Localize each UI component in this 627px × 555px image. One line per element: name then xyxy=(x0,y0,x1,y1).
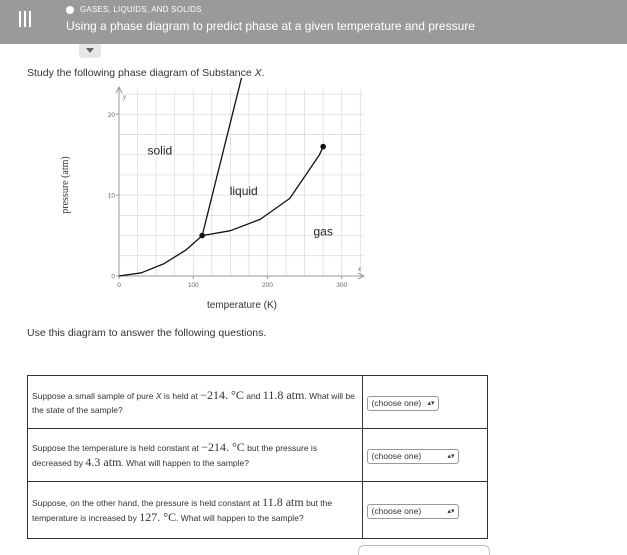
select-arrows-icon: ▴▾ xyxy=(447,508,455,515)
chart-curves xyxy=(119,78,323,276)
table-row xyxy=(28,482,488,539)
table-row xyxy=(28,376,488,429)
critical-point xyxy=(320,144,326,150)
topic-label: GASES, LIQUIDS, AND SOLIDS xyxy=(80,5,202,14)
question-3-text: Suppose, on the other hand, the pressure is held constant at 11.8 atm but the temperature is increased by 127. °C. What will happen to the sample? xyxy=(28,482,363,539)
chart-grid xyxy=(119,90,364,276)
question-2-text: Suppose the temperature is held constant at −214. °C but the pressure is decreased by 4.3 atm. What will happen to the sample? xyxy=(28,429,363,482)
x-tick-label: 0 xyxy=(117,282,121,289)
select-arrows-icon: ▴▾ xyxy=(427,400,435,407)
question-2-select[interactable]: (choose one) ▴▾ xyxy=(367,449,459,464)
x-axis-label: temperature (K) xyxy=(206,300,278,311)
instructions-text: Use this diagram to answer the following questions. xyxy=(27,327,267,339)
x-tick-label: 200 xyxy=(262,282,273,289)
intro-substance: X xyxy=(254,67,262,79)
page-title: Using a phase diagram to predict phase at a given temperature and pressure xyxy=(66,19,475,33)
y-tick-label: 20 xyxy=(107,111,115,119)
y-axis-label: pressure (atm) xyxy=(60,156,71,214)
question-3-answer-cell xyxy=(362,482,487,539)
question-1-text: Suppose a small sample of pure X is held at −214. °C and 11.8 atm. What will be the state of the sample? xyxy=(28,376,363,429)
y-axis-letter: y xyxy=(123,93,127,101)
y-tick-label: 10 xyxy=(107,192,115,200)
region-label-solid: solid xyxy=(147,143,173,158)
q3-pressure: 11.8 atm xyxy=(262,495,304,509)
chart-axes xyxy=(116,87,364,279)
intro-prefix: Study the following phase diagram of Substance xyxy=(27,67,252,79)
table-row xyxy=(28,429,488,482)
q2-pressure-change: 4.3 atm xyxy=(85,455,122,469)
q1-temperature: −214. °C xyxy=(200,387,244,402)
question-1-select[interactable]: (choose one) ▴▾ xyxy=(367,396,439,411)
x-tick-label: 300 xyxy=(336,282,348,289)
question-3-select[interactable]: (choose one) ▴▾ xyxy=(367,504,459,519)
select-arrows-icon: ▴▾ xyxy=(447,453,455,460)
chart-points xyxy=(199,144,326,239)
questions-table xyxy=(27,375,488,539)
q1-pressure: 11.8 atm xyxy=(262,387,305,402)
region-label-liquid: liquid xyxy=(229,184,258,199)
phase-boundary-melting-curve xyxy=(202,78,241,236)
q3-temperature-change: 127. °C xyxy=(139,510,177,524)
q2-temperature: −214. °C xyxy=(201,440,245,454)
question-2-answer-cell xyxy=(362,429,487,482)
chart-ticks xyxy=(108,112,348,289)
triple-point xyxy=(199,233,205,239)
region-label-gas: gas xyxy=(313,224,333,239)
intro-suffix: . xyxy=(261,67,265,79)
y-tick-label: 0 xyxy=(111,273,115,281)
x-axis-letter: x xyxy=(358,265,362,273)
question-1-answer-cell xyxy=(362,376,487,429)
chart-region-labels xyxy=(147,144,332,239)
phase-boundary-vaporization-curve xyxy=(202,147,323,236)
x-tick-label: 100 xyxy=(187,282,199,289)
